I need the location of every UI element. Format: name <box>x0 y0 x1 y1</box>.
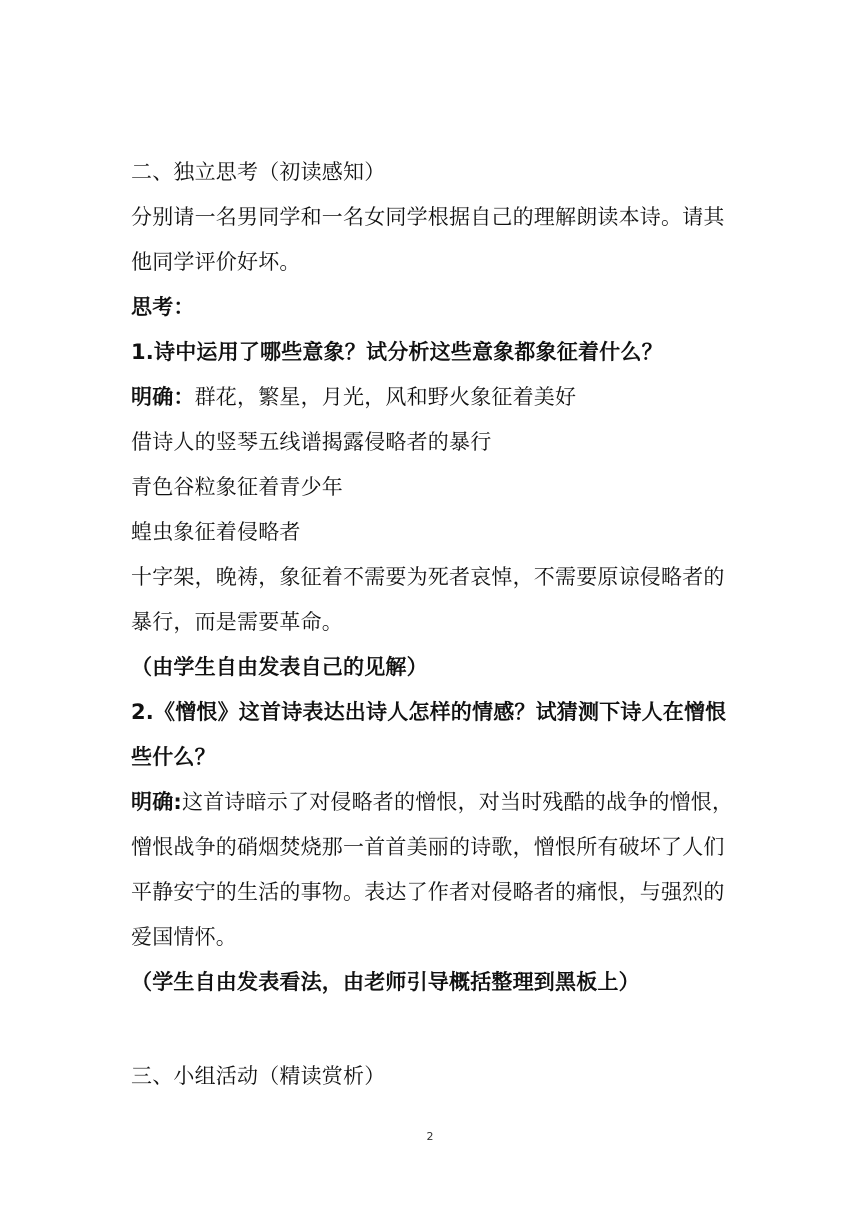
student-note-2: （学生自由发表看法，由老师引导概括整理到黑板上） <box>131 970 640 994</box>
answer-1-line-6: 暴行，而是需要革命。 <box>131 610 343 634</box>
answer-1-text: 群花，繁星，月光，风和野火象征着美好 <box>194 385 577 409</box>
question-2-line-2: 些什么？ <box>131 745 216 769</box>
answer-2-line-3: 平静安宁的生活的事物。表达了作者对侵略者的痛恨，与强烈的 <box>131 880 725 904</box>
student-note-1: （由学生自由发表自己的见解） <box>131 655 428 679</box>
answer-1-line-5: 十字架，晚祷，象征着不需要为死者哀悼，不需要原谅侵略者的 <box>131 565 725 589</box>
answer-2-line-2: 憎恨战争的硝烟焚烧那一首首美丽的诗歌，憎恨所有破坏了人们 <box>131 835 725 859</box>
question-1: 1.诗中运用了哪些意象？试分析这些意象都象征着什么？ <box>131 340 663 364</box>
answer-2-line-4: 爱国情怀。 <box>131 925 237 949</box>
answer-2-line-1 <box>131 787 734 817</box>
answer-1-line-2: 借诗人的竖琴五线谱揭露侵略者的暴行 <box>131 430 492 454</box>
intro-text-line-2: 他同学评价好坏。 <box>131 250 301 274</box>
page-number: 2 <box>426 1130 434 1143</box>
answer-1-line-4: 蝗虫象征着侵略者 <box>131 520 301 544</box>
answer-1-line-3: 青色谷粒象征着青少年 <box>131 475 343 499</box>
intro-text-line-1: 分别请一名男同学和一名女同学根据自己的理解朗读本诗。请其 <box>131 205 725 229</box>
answer-2-text: 这首诗暗示了对侵略者的憎恨，对当时残酷的战争的憎恨， <box>182 790 734 814</box>
section-heading-independent-thinking: 二、独立思考（初读感知） <box>131 160 386 184</box>
section-heading-group-activity: 三、小组活动（精读赏析） <box>131 1064 386 1088</box>
answer-2-label: 明确: <box>131 790 182 814</box>
think-label: 思考： <box>131 295 195 319</box>
answer-1-label: 明确： <box>131 385 195 409</box>
answer-1-line-1 <box>131 382 731 412</box>
question-2-line-1: 2.《憎恨》这首诗表达出诗人怎样的情感？试猜测下诗人在憎恨 <box>131 700 727 724</box>
